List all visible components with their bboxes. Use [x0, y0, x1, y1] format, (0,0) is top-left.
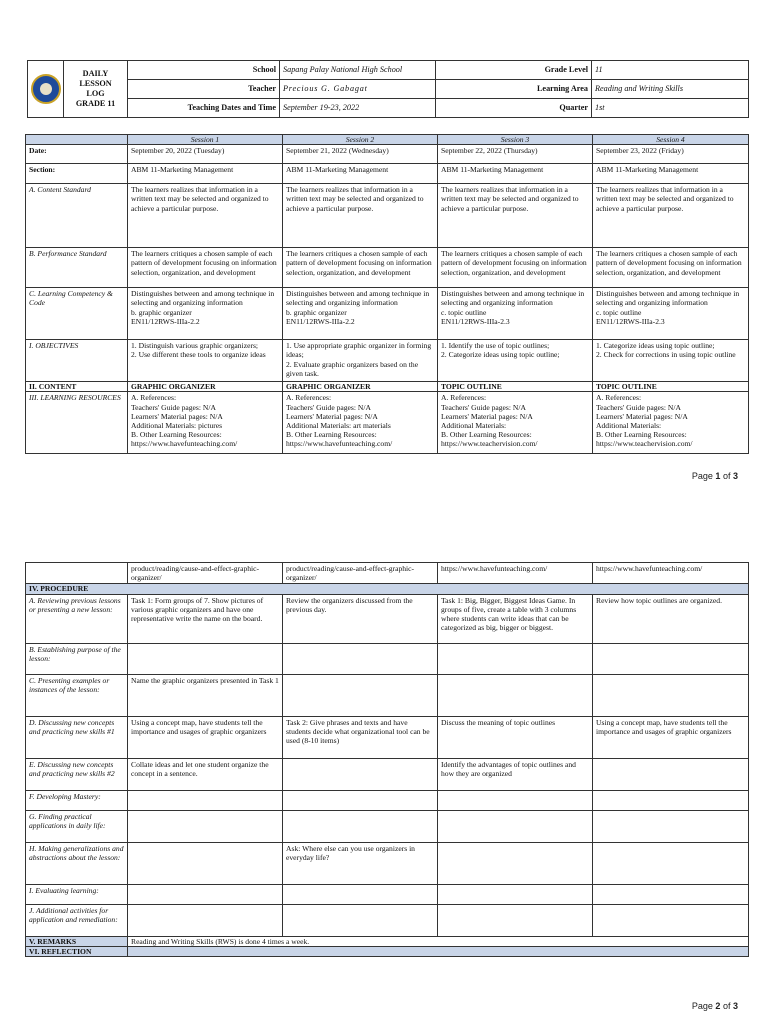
page-label: Page	[691, 1001, 713, 1011]
session-header: Session 3	[438, 135, 593, 145]
dll-title-line: GRADE 11	[75, 99, 116, 108]
cell: ABM 11-Marketing Management	[593, 164, 749, 184]
session-header-blank	[26, 135, 128, 145]
row-label: G. Finding practical applications in daily life:	[26, 810, 128, 842]
procedure-row-h	[26, 842, 749, 884]
dll-title-line: DAILY	[82, 69, 109, 78]
cell: Review the organizers discussed from the previous day.	[283, 594, 438, 643]
page-label: Page	[691, 471, 713, 481]
cell	[283, 790, 438, 810]
cell	[128, 643, 283, 674]
cell: September 21, 2022 (Wednesday)	[283, 145, 438, 164]
cell	[593, 904, 749, 936]
grade-value: 11	[592, 61, 749, 80]
cell: Distinguishes between and among technique in selecting and organizing information b. graphic organizer EN11/12RWS-IIIa-2.2	[283, 288, 438, 340]
dll-title	[64, 61, 128, 118]
cell	[26, 563, 128, 584]
page-of: of	[722, 471, 731, 481]
cell: Ask: Where else can you use organizers in everyday life?	[283, 842, 438, 884]
procedure-row-j	[26, 904, 749, 936]
cell: ABM 11-Marketing Management	[283, 164, 438, 184]
procedure-row-f	[26, 790, 749, 810]
page-current: 1	[715, 471, 721, 481]
cell: TOPIC OUTLINE	[593, 382, 749, 392]
cell	[438, 904, 593, 936]
row-label: A. Content Standard	[26, 184, 128, 248]
page-total: 3	[732, 1001, 738, 1011]
date-row	[26, 145, 749, 164]
cell: GRAPHIC ORGANIZER	[283, 382, 438, 392]
row-label: D. Discussing new concepts and practicing new skills #1	[26, 716, 128, 758]
area-value: Reading and Writing Skills	[592, 80, 749, 99]
deped-seal-icon	[31, 74, 61, 104]
row-label: F. Developing Mastery:	[26, 790, 128, 810]
cell: 1. Use appropriate graphic organizer in forming ideas; 2. Evaluate graphic organizers based on the given task.	[283, 340, 438, 382]
cell: Using a concept map, have students tell the importance and usages of graphic organizers	[128, 716, 283, 758]
dates-label: Teaching Dates and Time	[128, 99, 280, 118]
cell: Task 1: Big, Bigger, Biggest Ideas Game. In groups of five, create a table with 3 columns where students can write ideas that can be categorized as big, bigger or biggest.	[438, 594, 593, 643]
cell: Review how topic outlines are organized.	[593, 594, 749, 643]
cell	[283, 674, 438, 716]
cell	[593, 758, 749, 790]
objectives-row	[26, 340, 749, 382]
cell: The learners realizes that information in a written text may be selected and organized to achieve a particular purpose.	[128, 184, 283, 248]
cell: product/reading/cause-and-effect-graphic-organizer/	[283, 563, 438, 584]
cell: The learners critiques a chosen sample of each pattern of development focusing on information selection, organization, and development	[593, 248, 749, 288]
row-label: J. Additional activities for application and remediation:	[26, 904, 128, 936]
section-title: V. REMARKS	[26, 936, 128, 946]
cell: 1. Distinguish various graphic organizers; 2. Use different these tools to organize ideas	[128, 340, 283, 382]
procedure-row-g	[26, 810, 749, 842]
remarks-row	[26, 936, 749, 946]
cell: https://www.havefunteaching.com/	[593, 563, 749, 584]
continued-links-row	[26, 563, 749, 584]
row-label: Date:	[26, 145, 128, 164]
cell	[283, 758, 438, 790]
cell	[283, 643, 438, 674]
row-label: I. Evaluating learning:	[26, 884, 128, 904]
cell: A. References: Teachers' Guide pages: N/A Learners' Material pages: N/A Additional Materials: B. Other Learning Resources: https://www.teachervision.com/	[593, 392, 749, 454]
resources-row	[26, 392, 749, 454]
teacher-label: Teacher	[128, 80, 280, 99]
cell: https://www.havefunteaching.com/	[438, 563, 593, 584]
quarter-label: Quarter	[436, 99, 592, 118]
section-row	[26, 164, 749, 184]
cell: Distinguishes between and among technique in selecting and organizing information c. topic outline EN11/12RWS-IIIa-2.3	[438, 288, 593, 340]
school-seal-cell	[28, 61, 64, 118]
cell	[128, 842, 283, 884]
cell: TOPIC OUTLINE	[438, 382, 593, 392]
cell: ABM 11-Marketing Management	[438, 164, 593, 184]
session-header: Session 4	[593, 135, 749, 145]
cell	[283, 904, 438, 936]
dll-title-line: LOG	[86, 89, 105, 98]
cell: The learners critiques a chosen sample of each pattern of development focusing on information selection, organization, and development	[283, 248, 438, 288]
performance-standard-row	[26, 248, 749, 288]
cell: A. References: Teachers' Guide pages: N/A Learners' Material pages: N/A Additional Materials: art materials B. Other Learning Resources: https://www.havefunteaching.com/	[283, 392, 438, 454]
content-standard-row	[26, 184, 749, 248]
cell	[438, 810, 593, 842]
cell	[128, 810, 283, 842]
cell: product/reading/cause-and-effect-graphic-organizer/	[128, 563, 283, 584]
cell	[593, 810, 749, 842]
quarter-value: 1st	[592, 99, 749, 118]
cell: Task 2: Give phrases and texts and have students decide what organizational tool can be used (8-10 items)	[283, 716, 438, 758]
grade-label: Grade Level	[436, 61, 592, 80]
cell	[438, 842, 593, 884]
area-label: Learning Area	[436, 80, 592, 99]
cell: The learners critiques a chosen sample of each pattern of development focusing on information selection, organization, and development	[438, 248, 593, 288]
row-label: B. Establishing purpose of the lesson:	[26, 643, 128, 674]
cell	[593, 674, 749, 716]
session-header: Session 1	[128, 135, 283, 145]
dates-value: September 19-23, 2022	[280, 99, 436, 118]
row-label: H. Making generalizations and abstractions about the lesson:	[26, 842, 128, 884]
page-of: of	[722, 1001, 731, 1011]
row-label: Section:	[26, 164, 128, 184]
procedure-row-d	[26, 716, 749, 758]
row-label: II. CONTENT	[26, 382, 128, 392]
cell: Using a concept map, have students tell the importance and usages of graphic organizers	[593, 716, 749, 758]
procedure-section-row	[26, 584, 749, 594]
cell	[438, 643, 593, 674]
cell	[438, 884, 593, 904]
session-header-row	[26, 135, 749, 145]
reflection-row	[26, 946, 749, 956]
cell	[128, 884, 283, 904]
cell: Identify the advantages of topic outlines and how they are organized	[438, 758, 593, 790]
procedure-row-a	[26, 594, 749, 643]
cell	[593, 643, 749, 674]
lesson-table-page2	[25, 562, 749, 957]
cell: The learners realizes that information in a written text may be selected and organized to achieve a particular purpose.	[283, 184, 438, 248]
teacher-value: Precious G. Gabagat	[280, 80, 436, 99]
procedure-row-c	[26, 674, 749, 716]
cell: Distinguishes between and among technique in selecting and organizing information c. topic outline EN11/12RWS-IIIa-2.3	[593, 288, 749, 340]
cell	[438, 790, 593, 810]
session-header: Session 2	[283, 135, 438, 145]
cell	[283, 810, 438, 842]
page-number-1	[692, 471, 738, 481]
procedure-row-i	[26, 884, 749, 904]
page-number-2	[692, 1001, 738, 1011]
remarks-value: Reading and Writing Skills (RWS) is done 4 times a week.	[128, 936, 749, 946]
procedure-row-e	[26, 758, 749, 790]
cell: GRAPHIC ORGANIZER	[128, 382, 283, 392]
row-label: C. Learning Competency & Code	[26, 288, 128, 340]
school-value: Sapang Palay National High School	[280, 61, 436, 80]
cell: Distinguishes between and among technique in selecting and organizing information b. graphic organizer EN11/12RWS-IIIa-2.2	[128, 288, 283, 340]
cell: September 22, 2022 (Thursday)	[438, 145, 593, 164]
cell: 1. Identify the use of topic outlines; 2. Categorize ideas using topic outline;	[438, 340, 593, 382]
cell: Name the graphic organizers presented in Task 1	[128, 674, 283, 716]
cell	[438, 674, 593, 716]
cell: A. References: Teachers' Guide pages: N/A Learners' Material pages: N/A Additional Materials: B. Other Learning Resources: https://www.teachervision.com/	[438, 392, 593, 454]
cell: ABM 11-Marketing Management	[128, 164, 283, 184]
cell: The learners realizes that information in a written text may be selected and organized to achieve a particular purpose.	[438, 184, 593, 248]
cell	[128, 790, 283, 810]
cell	[593, 790, 749, 810]
school-label: School	[128, 61, 280, 80]
cell	[593, 884, 749, 904]
section-title: VI. REFLECTION	[26, 946, 128, 956]
cell	[128, 904, 283, 936]
cell: September 23, 2022 (Friday)	[593, 145, 749, 164]
row-label: C. Presenting examples or instances of the lesson:	[26, 674, 128, 716]
lesson-table-page1	[25, 134, 749, 454]
row-label: A. Reviewing previous lessons or presenting a new lesson:	[26, 594, 128, 643]
cell: The learners realizes that information in a written text may be selected and organized to achieve a particular purpose.	[593, 184, 749, 248]
cell	[593, 842, 749, 884]
cell: Task 1: Form groups of 7. Show pictures of various graphic organizers and have one representative write the name on the board.	[128, 594, 283, 643]
content-row	[26, 382, 749, 392]
page-total: 3	[732, 471, 738, 481]
cell: A. References: Teachers' Guide pages: N/A Learners' Material pages: N/A Additional Materials: pictures B. Other Learning Resources: https://www.havefunteaching.com/	[128, 392, 283, 454]
header-table	[27, 60, 749, 118]
competency-row	[26, 288, 749, 340]
procedure-row-b	[26, 643, 749, 674]
cell: Discuss the meaning of topic outlines	[438, 716, 593, 758]
cell: September 20, 2022 (Tuesday)	[128, 145, 283, 164]
cell: The learners critiques a chosen sample of each pattern of development focusing on information selection, organization, and development	[128, 248, 283, 288]
cell	[283, 884, 438, 904]
row-label: E. Discussing new concepts and practicing new skills #2	[26, 758, 128, 790]
cell: 1. Categorize ideas using topic outline; 2. Check for corrections in using topic outline	[593, 340, 749, 382]
section-title: IV. PROCEDURE	[26, 584, 749, 594]
cell: Collate ideas and let one student organize the concept in a sentence.	[128, 758, 283, 790]
row-label: III. LEARNING RESOURCES	[26, 392, 128, 454]
page-current: 2	[715, 1001, 721, 1011]
row-label: I. OBJECTIVES	[26, 340, 128, 382]
row-label: B. Performance Standard	[26, 248, 128, 288]
reflection-value	[128, 946, 749, 956]
dll-title-line: LESSON	[79, 79, 112, 88]
